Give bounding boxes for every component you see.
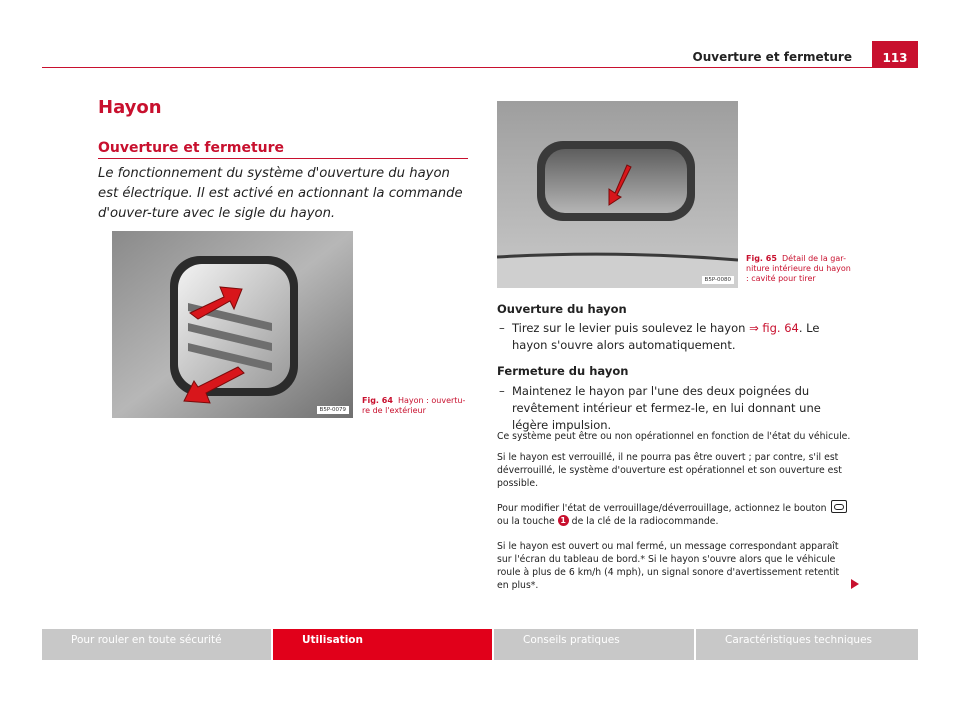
figure-65-interior-recess (497, 101, 738, 288)
opening-step (499, 320, 859, 354)
note-3 (497, 500, 853, 528)
subsection-title: Ouverture et fermeture (98, 140, 285, 156)
note-4: Si le hayon est ouvert ou mal fermé, un message correspondant apparaît sur l'écran du tableau de bord.* Si le hayon s'ouvre alors que le véhicule roule à plus de 6 km/h (4 mph), un signal sonore d'avertissement retentit en plus*. (497, 541, 840, 591)
note-3-text-after: de la clé de la radiocommande. (571, 516, 719, 527)
list-dash: – (499, 321, 505, 335)
figure-64-caption (362, 396, 467, 416)
opening-step-text (512, 320, 857, 354)
figure-caption-text: Hayon : ouvertu-re de l'extérieur (362, 396, 466, 415)
section-title: Hayon (98, 97, 162, 118)
footer-tab-safety[interactable]: Pour rouler en toute sécurité (42, 629, 271, 660)
footer-tab-operation[interactable]: Utilisation (273, 629, 492, 660)
closing-heading: Fermeture du hayon (497, 364, 629, 378)
interior-trim-recess-illustration (497, 101, 738, 288)
figure-caption-text: Détail de la gar-niture intérieure du hayon : cavité pour tirer (746, 254, 851, 283)
key-button-1-icon: 1 (558, 515, 569, 526)
tailgate-handle-illustration (112, 231, 353, 418)
subsection-rule (98, 158, 468, 159)
figure-code: B5P-0079 (317, 406, 349, 414)
figure-number: Fig. 64 (362, 396, 393, 405)
closing-step-text: Maintenez le hayon par l'une des deux poignées du revêtement intérieur et fermez-le, en lui donnant une légère impulsion. (512, 384, 821, 432)
footer-tab-practical-tips[interactable]: Conseils pratiques (494, 629, 694, 660)
list-dash: – (499, 384, 505, 398)
figure-64-link[interactable]: ⇒ fig. 64 (749, 321, 799, 335)
running-header-title: Ouverture et fermeture (692, 50, 852, 64)
page-number: 113 (872, 41, 918, 68)
note-3-text-mid: ou la touche (497, 516, 555, 527)
figure-64-tailgate-handle (112, 231, 353, 418)
triangle-right-icon (850, 578, 860, 590)
closing-step (499, 383, 859, 432)
opening-text-before: Tirez sur le levier puis soulevez le hayon (512, 321, 750, 335)
note-2: Si le hayon est verrouillé, il ne pourra pas être ouvert ; par contre, s'il est déverrouillé, le système d'ouverture est opérationnel et son ouverture est possible. (497, 452, 842, 489)
footer-tab-technical-data[interactable]: Caractéristiques techniques (696, 629, 918, 660)
footer-navigation (42, 629, 918, 660)
figure-65-caption (746, 254, 856, 284)
note-1: Ce système peut être ou non opérationnel en fonction de l'état du véhicule. (497, 431, 851, 442)
note-3-text-before: Pour modifier l'état de verrouillage/déverrouillage, actionnez le bouton (497, 503, 827, 514)
figure-code: B5P-0080 (702, 276, 734, 284)
tailgate-unlock-icon (831, 500, 847, 513)
opening-text-after: . Le hayon s'ouvre alors automatiquement. (512, 321, 820, 352)
opening-heading: Ouverture du hayon (497, 302, 627, 316)
header-rule (42, 67, 918, 68)
figure-number: Fig. 65 (746, 254, 777, 263)
intro-paragraph: Le fonctionnement du système d'ouverture du hayon est électrique. Il est activé en actionnant la commande d'ouver-ture avec le sigle du hayon. (98, 166, 463, 221)
